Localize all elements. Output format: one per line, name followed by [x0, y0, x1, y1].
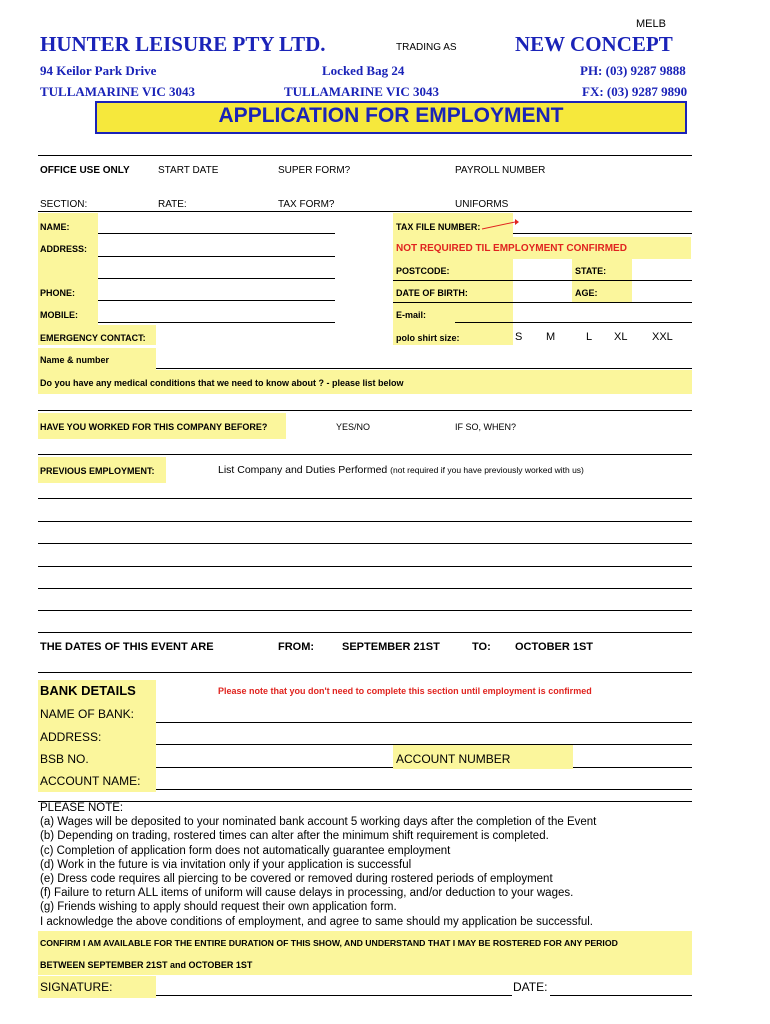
size-option-xxl[interactable]: XXL — [652, 331, 673, 343]
confirm-availability-line2: BETWEEN SEPTEMBER 21ST and OCTOBER 1ST — [40, 960, 253, 970]
event-from-date: SEPTEMBER 21ST — [342, 641, 440, 653]
fax-number: FX: (03) 9287 9890 — [582, 84, 688, 99]
condition-c: (c) Completion of application form does not automatically guarantee employment — [40, 844, 451, 857]
company-name: HUNTER LEISURE PTY LTD. — [40, 32, 326, 56]
email-input[interactable] — [455, 306, 690, 322]
not-required-notice: NOT REQUIRED TIL EMPLOYMENT CONFIRMED — [396, 243, 627, 254]
form-title: APPLICATION FOR EMPLOYMENT — [218, 104, 564, 127]
date-input[interactable] — [552, 978, 690, 994]
size-option-s[interactable]: S — [515, 331, 523, 343]
account-name-label: ACCOUNT NAME: — [40, 774, 141, 788]
list-company-instructions — [218, 464, 584, 476]
event-from-label: FROM: — [278, 641, 315, 653]
bank-name-label: NAME OF BANK: — [40, 707, 135, 721]
postal-suburb: TULLAMARINE VIC 3043 — [284, 84, 440, 99]
previous-employment-label: PREVIOUS EMPLOYMENT: — [40, 466, 155, 476]
event-dates-label: THE DATES OF THIS EVENT ARE — [40, 641, 214, 653]
payroll-number-label: PAYROLL NUMBER — [455, 165, 546, 176]
condition-d: (d) Work in the future is via invitation only if your application is successful — [40, 858, 412, 871]
worked-before-input[interactable] — [40, 438, 690, 452]
postal-address: Locked Bag 24 — [322, 63, 405, 78]
address-input[interactable] — [100, 240, 333, 256]
personal-right-labels-highlight — [393, 213, 513, 345]
bank-address-label: ADDRESS: — [40, 730, 102, 744]
dob-input[interactable] — [515, 284, 570, 300]
worked-before-question: HAVE YOU WORKED FOR THIS COMPANY BEFORE? — [40, 422, 268, 432]
acknowledgement: I acknowledge the above conditions of employment, and agree to same should my application be successful. — [40, 915, 593, 928]
event-to-label: TO: — [472, 641, 491, 653]
address-line2-input[interactable] — [100, 262, 333, 278]
signature-label: SIGNATURE: — [40, 980, 113, 994]
emergency-contact-label: EMERGENCY CONTACT: — [40, 333, 146, 343]
medical-conditions-question: Do you have any medical conditions that we need to know about ? - please list below — [40, 378, 404, 388]
trading-as-label: TRADING AS — [396, 42, 457, 53]
mobile-label: MOBILE: — [40, 310, 78, 320]
postcode-input[interactable] — [515, 262, 570, 278]
street-address: 94 Keilor Park Drive — [40, 63, 157, 78]
condition-e: (e) Dress code requires all piercing to be covered or removed during rostered periods of employment — [40, 873, 553, 886]
event-to-date: OCTOBER 1ST — [515, 641, 594, 653]
bank-details-notice: Please note that you don't need to complete this section until employment is confirmed — [218, 686, 592, 696]
account-name-input[interactable] — [158, 771, 690, 787]
account-number-input[interactable] — [575, 749, 690, 765]
emergency-contact-input[interactable] — [158, 350, 690, 366]
tax-file-number-label: TAX FILE NUMBER: — [396, 222, 481, 232]
age-label: AGE: — [575, 288, 598, 298]
list-company-note: (not required if you have previously worked with us) — [390, 465, 584, 475]
date-label: DATE: — [513, 980, 548, 994]
age-input[interactable] — [634, 284, 690, 300]
phone-number: PH: (03) 9287 9888 — [580, 63, 686, 78]
polo-size-label: polo shirt size: — [396, 333, 460, 343]
branch-code: MELB — [636, 18, 666, 30]
bank-details-heading: BANK DETAILS — [40, 683, 136, 698]
bsb-input[interactable] — [158, 749, 391, 765]
street-suburb: TULLAMARINE VIC 3043 — [40, 84, 196, 99]
super-form-label: SUPER FORM? — [278, 165, 351, 176]
tax-file-number-input[interactable] — [513, 218, 691, 234]
name-number-label: Name & number — [40, 355, 110, 365]
condition-f: (f) Failure to return ALL items of uniform will cause delays in processing, and/or deduction to your wages. — [40, 887, 574, 900]
name-label: NAME: — [40, 222, 70, 232]
list-company-label: List Company and Duties Performed — [218, 464, 388, 476]
medical-conditions-input[interactable] — [40, 395, 690, 409]
condition-b: (b) Depending on trading, rostered times can alter after the minimum shift requirement is completed. — [40, 830, 549, 843]
confirm-availability-line1: CONFIRM I AM AVAILABLE FOR THE ENTIRE DURATION OF THIS SHOW, AND UNDERSTAND THAT I MAY BE ROSTERED FOR ANY PERIOD — [40, 938, 618, 948]
personal-labels-highlight — [38, 213, 98, 345]
tax-form-label: TAX FORM? — [278, 199, 335, 210]
if-so-when-label: IF SO, WHEN? — [455, 422, 517, 432]
office-use-heading: OFFICE USE ONLY — [40, 165, 130, 176]
section-label: SECTION: — [40, 199, 88, 210]
bank-address-input[interactable] — [158, 727, 690, 743]
condition-a: (a) Wages will be deposited to your nominated bank account 5 working days after the completion of the Event — [40, 816, 597, 829]
size-option-l[interactable]: L — [586, 331, 593, 343]
uniforms-label: UNIFORMS — [455, 199, 509, 210]
yes-no-label[interactable]: YES/NO — [336, 422, 371, 432]
conditions-heading: PLEASE NOTE: — [40, 802, 124, 814]
state-label: STATE: — [575, 266, 607, 276]
signature-input[interactable] — [158, 978, 510, 994]
state-input[interactable] — [634, 262, 690, 278]
name-input[interactable] — [100, 218, 333, 234]
phone-label: PHONE: — [40, 288, 76, 298]
bsb-label: BSB NO. — [40, 752, 89, 766]
start-date-label: START DATE — [158, 165, 219, 176]
address-label: ADDRESS: — [40, 244, 88, 254]
bank-name-input[interactable] — [158, 704, 690, 720]
account-number-label: ACCOUNT NUMBER — [396, 752, 511, 766]
brand-name: NEW CONCEPT — [515, 32, 673, 56]
email-label: E-mail: — [396, 310, 427, 320]
conditions-block — [40, 801, 596, 929]
mobile-input[interactable] — [100, 306, 333, 322]
condition-g: (g) Friends wishing to apply should request their own application form. — [40, 901, 397, 914]
postcode-label: POSTCODE: — [396, 266, 450, 276]
phone-input[interactable] — [100, 284, 333, 300]
size-option-xl[interactable]: XL — [614, 331, 628, 343]
dob-label: DATE OF BIRTH: — [396, 288, 468, 298]
rate-label: RATE: — [158, 199, 187, 210]
size-option-m[interactable]: M — [546, 331, 556, 343]
